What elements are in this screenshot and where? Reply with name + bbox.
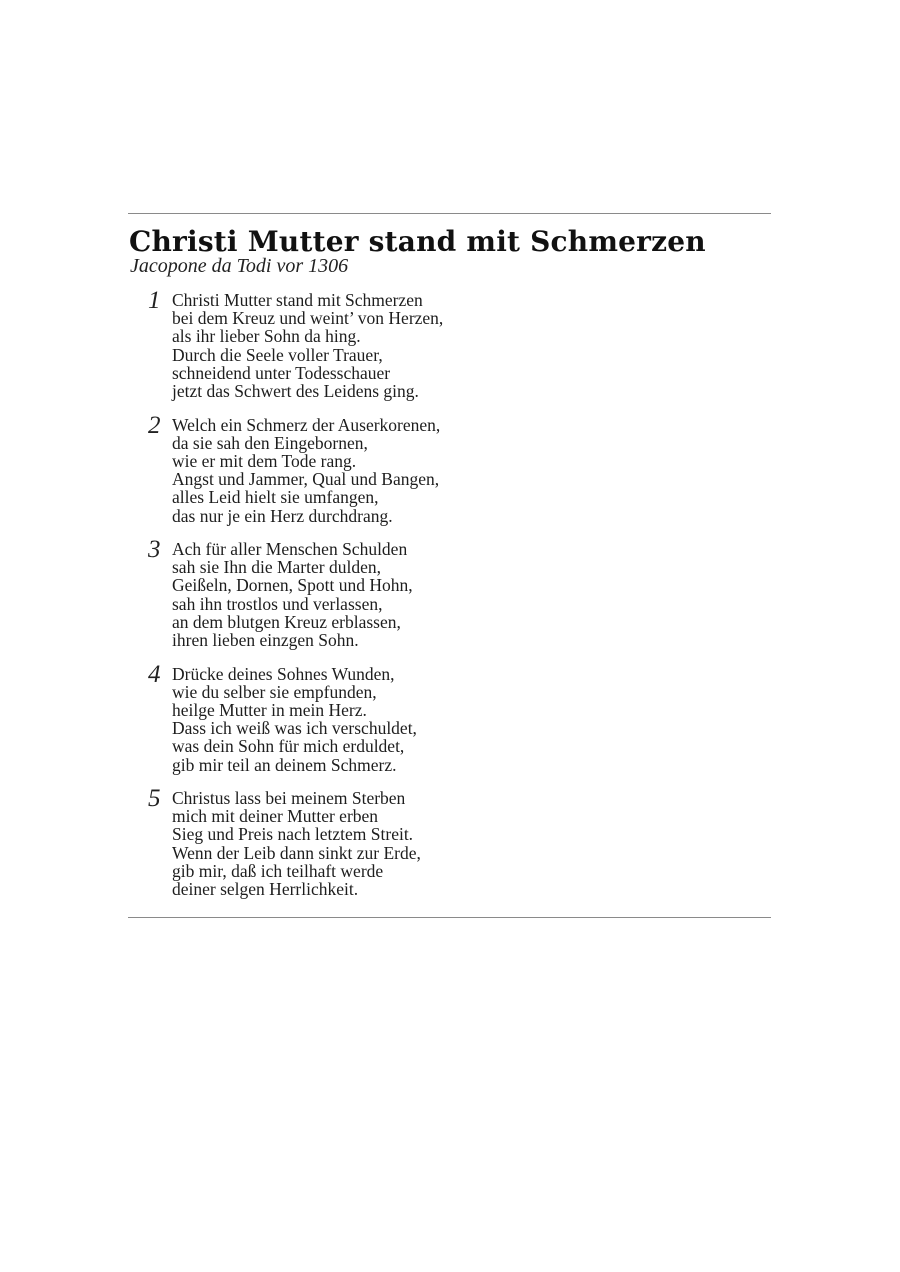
verse-line: Christus lass bei meinem Sterben (172, 788, 406, 808)
verse-line: ihren lieben einzgen Sohn. (172, 630, 359, 651)
verse-line: Geißeln, Dornen, Spott und Hohn, (172, 575, 413, 596)
verse-line: was dein Sohn für mich erduldet, (172, 736, 405, 757)
verse-line: alles Leid hielt sie umfangen, (172, 487, 379, 508)
verse-line: sah ihn trostlos und verlassen, (172, 593, 383, 614)
verse-line: sah sie Ihn die Marter dulden, (172, 557, 381, 578)
verse-text (172, 291, 443, 400)
verse-number: 1 (148, 287, 161, 314)
verse-line: bei dem Kreuz und weint’ von Herzen, (172, 308, 444, 329)
verse-line: deiner selgen Herrlichkeit. (172, 879, 359, 900)
verse-line: gib mir teil an deinem Schmerz. (172, 754, 397, 775)
verse-list (148, 287, 748, 914)
bottom-rule (128, 917, 771, 918)
verse-number: 3 (148, 536, 161, 563)
verse (148, 660, 748, 790)
verse-text (172, 789, 421, 898)
verse-line: Ach für aller Menschen Schulden (172, 539, 408, 559)
verse-line: jetzt das Schwert des Leidens ging. (172, 381, 419, 402)
verse-line: Welch ein Schmerz der Auserkorenen, (172, 414, 441, 435)
verse (148, 411, 748, 541)
verse-line: Durch die Seele voller Trauer, (172, 344, 383, 365)
verse-line: als ihr lieber Sohn da hing. (172, 326, 361, 347)
verse-text (172, 540, 413, 649)
verse-number: 2 (148, 411, 161, 439)
verse-line: da sie sah den Eingebornen, (172, 432, 368, 453)
verse-number: 5 (148, 785, 161, 812)
verse-line: wie du selber sie empfunden, (172, 681, 377, 702)
verse-line: das nur je ein Herz durchdrang. (172, 505, 393, 526)
verse-text (172, 416, 440, 525)
verse (148, 287, 748, 416)
verse-line: Wenn der Leib dann sinkt zur Erde, (172, 842, 421, 863)
verse-line: mich mit deiner Mutter erben (172, 806, 379, 827)
verse-number: 4 (148, 660, 161, 688)
hymn-title: Christi Mutter stand mit Schmerzen (129, 225, 706, 258)
verse-line: Christi Mutter stand mit Schmerzen (172, 290, 423, 310)
verse-line: an dem blutgen Kreuz erblassen, (172, 611, 401, 632)
verse-line: gib mir, daß ich teilhaft werde (172, 860, 384, 881)
verse-line: Dass ich weiß was ich verschuldet, (172, 718, 417, 739)
verse-line: schneidend unter Todesschauer (172, 362, 391, 383)
verse-text (172, 665, 417, 774)
verse-line: Angst und Jammer, Qual und Bangen, (172, 469, 440, 490)
verse (148, 536, 748, 665)
hymn-author: Jacopone da Todi vor 1306 (130, 255, 349, 277)
verse-line: Drücke deines Sohnes Wunden, (172, 663, 395, 684)
top-rule (128, 213, 771, 214)
verse-line: Sieg und Preis nach letztem Streit. (172, 824, 414, 845)
verse (148, 785, 748, 914)
verse-line: heilge Mutter in mein Herz. (172, 699, 367, 720)
verse-line: wie er mit dem Tode rang. (172, 450, 357, 471)
